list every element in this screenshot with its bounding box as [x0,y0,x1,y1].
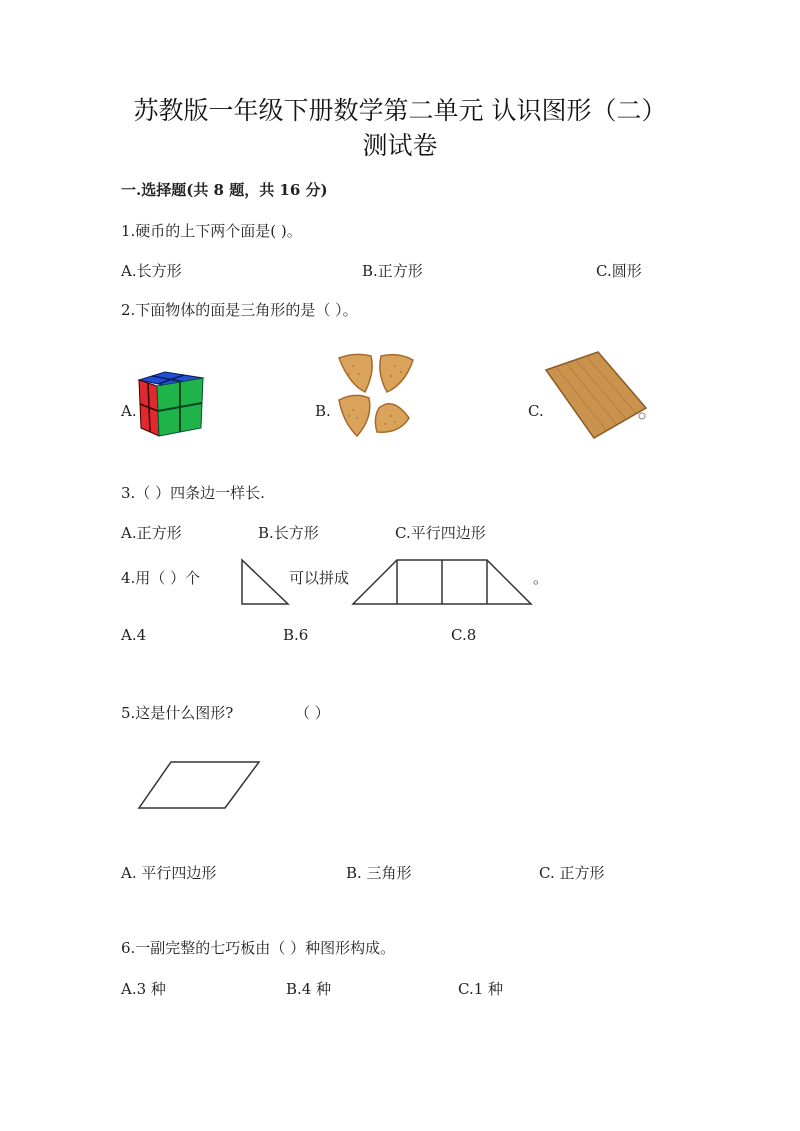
question-1-option-c[interactable]: C.圆形 [596,262,642,280]
question-6-stem: 6.一副完整的七巧板由（ ）种图形构成。 [121,939,396,957]
question-4-option-c[interactable]: C.8 [451,626,477,644]
page-title: 苏教版一年级下册数学第二单元 认识图形（二） [133,96,667,125]
question-6-option-a[interactable]: A.3 种 [121,980,166,998]
question-1-stem: 1.硬币的上下两个面是( )。 [121,222,302,240]
question-2-option-c[interactable]: C. [528,402,544,420]
question-3-option-a[interactable]: A.正方形 [121,524,182,542]
question-4-part3: 。 [533,569,549,587]
question-5-blank: （ ） [295,704,330,722]
question-5-stem: 5.这是什么图形? [121,704,234,722]
question-2-stem: 2.下面物体的面是三角形的是（ ）。 [121,301,358,319]
question-3-option-b[interactable]: B.长方形 [258,524,319,542]
question-4-part2: 可以拼成 [289,569,350,587]
section-heading: 一.选择题(共 8 题，共 16 分) [121,181,328,199]
question-2-option-a[interactable]: A. [121,402,137,420]
question-1-option-b[interactable]: B.正方形 [362,262,423,280]
question-2-option-b[interactable]: B. [315,402,331,420]
question-5-option-a[interactable]: A. 平行四边形 [121,864,217,882]
question-3-option-c[interactable]: C.平行四边形 [395,524,486,542]
question-5-option-b[interactable]: B. 三角形 [346,864,412,882]
rubiks-cube-image [135,370,205,440]
question-4-part1: 4.用（ ）个 [121,569,201,587]
question-6-option-c[interactable]: C.1 种 [458,980,504,998]
right-triangle-figure [240,558,290,606]
triangle-crackers-image [335,352,417,440]
question-6-option-b[interactable]: B.4 种 [286,980,332,998]
cutting-board-image [544,352,652,440]
question-5-option-c[interactable]: C. 正方形 [539,864,605,882]
trapezoid-figure [351,558,533,606]
question-4-option-a[interactable]: A.4 [121,626,147,644]
question-4-option-b[interactable]: B.6 [283,626,309,644]
parallelogram-figure [137,760,261,810]
page-subtitle: 测试卷 [362,131,438,160]
question-1-option-a[interactable]: A.长方形 [121,262,182,280]
question-3-stem: 3.（ ）四条边一样长. [121,484,265,502]
